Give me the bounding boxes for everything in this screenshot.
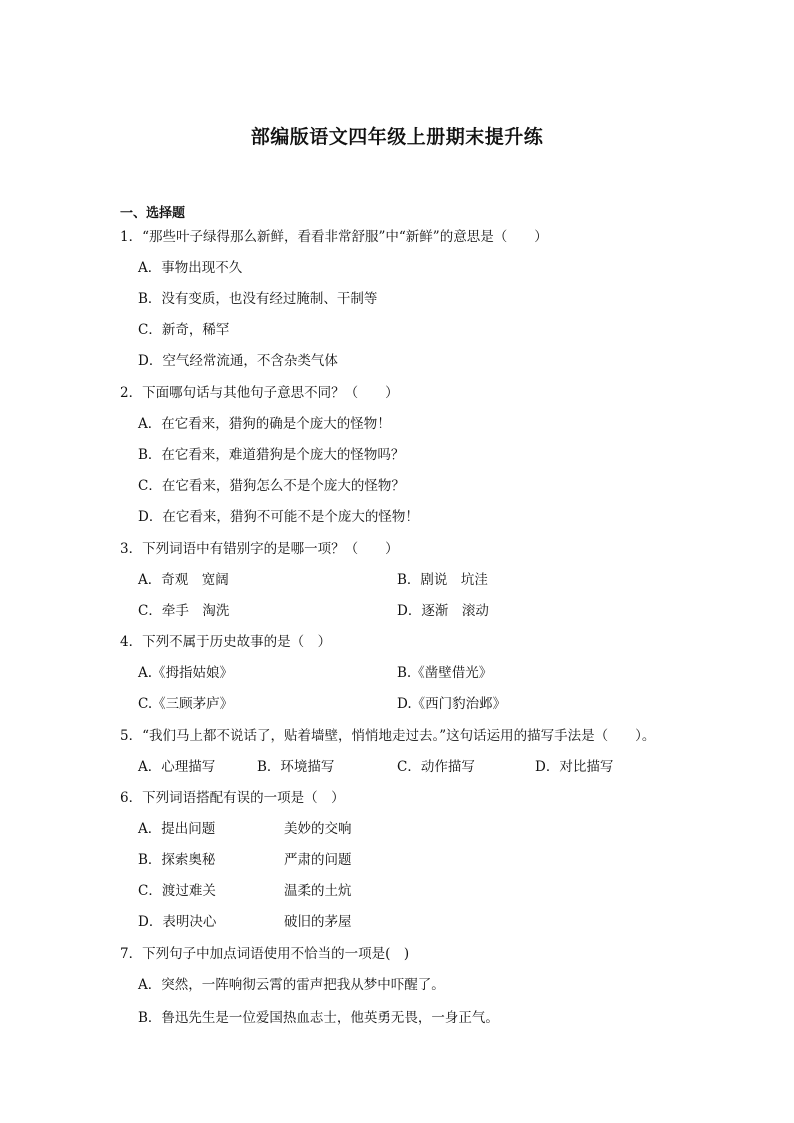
question-6-option-c-phrase: 温柔的土炕 [284, 883, 352, 899]
question-1-option-c: C．新奇，稀罕 [138, 322, 230, 338]
question-4-option-a: A.《拇指姑娘》 [138, 665, 234, 681]
question-3-option-b: B．剧说 坑洼 [397, 572, 488, 588]
question-4-option-c: C.《三顾茅庐》 [138, 696, 234, 712]
question-7-option-b: B．鲁迅先生是一位爱国热血志士，他英勇无畏，一身正气。 [138, 1010, 499, 1026]
question-3-stem: 3．下列词语中有错别字的是哪一项？（ ） [120, 541, 399, 557]
question-2-option-a: A．在它看来，猎狗的确是个庞大的怪物！ [138, 416, 391, 432]
question-2-option-b: B．在它看来，难道猎狗是个庞大的怪物吗？ [138, 447, 405, 463]
question-4-option-b: B.《凿壁借光》 [397, 665, 493, 681]
question-5-stem: 5．“我们马上都不说话了，贴着墙壁，悄悄地走过去。”这句话运用的描写手法是（ ）。 [120, 728, 656, 744]
question-5-option-a: A．心理描写 [138, 759, 216, 775]
question-4-stem: 4．下列不属于历史故事的是（ ） [120, 634, 332, 650]
question-5-option-b: B．环境描写 [257, 759, 335, 775]
question-1-stem: 1．“那些叶子绿得那么新鲜，看看非常舒服”中“新鲜”的意思是（ ） [120, 229, 548, 245]
question-6-option-d-phrase: 破旧的茅屋 [284, 914, 352, 930]
question-6-option-b-phrase: 严肃的问题 [284, 852, 352, 868]
question-6-option-a-phrase: 美妙的交响 [284, 821, 352, 837]
section-heading: 一、选择题 [120, 206, 186, 221]
question-1-option-a: A．事物出现不久 [138, 260, 243, 276]
question-7-option-a: A．突然，一阵响彻云霄的雷声把我从梦中吓醒了。 [138, 977, 445, 993]
question-6-option-b-word: B．探索奥秘 [138, 852, 216, 868]
question-2-option-d: D．在它看来，猎狗不可能不是个庞大的怪物！ [138, 509, 419, 525]
question-5-option-d: D．对比描写 [535, 759, 614, 775]
question-6-option-c-word: C．渡过难关 [138, 883, 216, 899]
page-title: 部编版语文四年级上册期末提升练 [250, 126, 544, 148]
question-6-option-d-word: D．表明决心 [138, 914, 217, 930]
question-4-option-d: D.《西门豹治邺》 [397, 696, 507, 712]
question-6-stem: 6．下列词语搭配有误的一项是（ ） [120, 790, 345, 806]
question-1-option-d: D．空气经常流通，不含杂类气体 [138, 353, 338, 369]
question-2-stem: 2．下面哪句话与其他句子意思不同？（ ） [120, 385, 399, 401]
question-3-option-c: C．牵手 淘洗 [138, 603, 230, 619]
question-2-option-c: C．在它看来，猎狗怎么不是个庞大的怪物？ [138, 478, 405, 494]
question-6-option-a-word: A．提出问题 [138, 821, 216, 837]
question-3-option-a: A．奇观 宽阔 [138, 572, 229, 588]
question-7-stem: 7．下列句子中加点词语使用不恰当的一项是( ) [120, 946, 410, 962]
question-1-option-b: B．没有变质，也没有经过腌制、干制等 [138, 291, 378, 307]
question-3-option-d: D．逐渐 滚动 [397, 603, 489, 619]
question-5-option-c: C．动作描写 [397, 759, 475, 775]
